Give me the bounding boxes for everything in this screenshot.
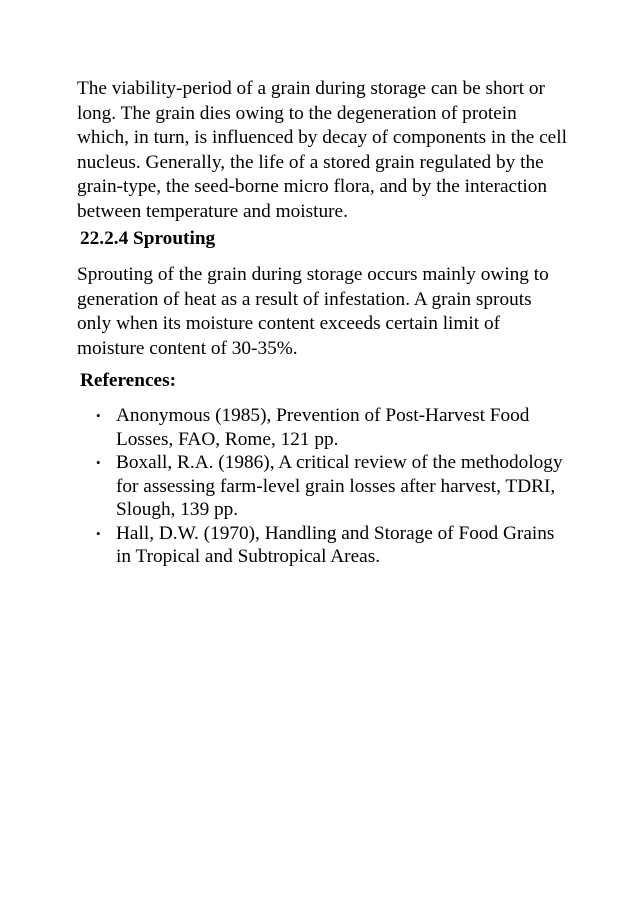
references-heading: References:	[80, 370, 176, 391]
reference-text: Boxall, R.A. (1986), A critical review of the methodology for assessing farm-level grain losses after harvest, TDRI, Slough, 139 pp.	[116, 452, 563, 520]
bullet-icon: •	[96, 408, 101, 423]
reference-text: Hall, D.W. (1970), Handling and Storage of Food Grains in Tropical and Subtropical Areas.	[116, 522, 555, 567]
bullet-icon: •	[96, 455, 101, 470]
references-list	[0, 404, 638, 569]
body-paragraph-viability: The viability-period of a grain during storage can be short or long. The grain dies owing to the degeneration of protein which, in turn, is influenced by decay of components in the cell nucleus. Generally, the life of a stored grain regulated by the grain-type, the seed-borne micro flora, and by the interaction between temperature and moisture.	[77, 78, 567, 222]
body-paragraph-sprouting: Sprouting of the grain during storage occurs mainly owing to generation of heat as a result of infestation. A grain sprouts only when its moisture content exceeds certain limit of moisture content of 30-35%.	[77, 264, 549, 359]
section-heading-sprouting: 22.2.4 Sprouting	[80, 228, 216, 249]
reference-item	[0, 451, 638, 522]
reference-item	[0, 522, 638, 569]
bullet-icon: •	[96, 525, 101, 541]
reference-text: Anonymous (1985), Prevention of Post-Harvest Food Losses, FAO, Rome, 121 pp.	[116, 405, 530, 450]
reference-item	[0, 404, 638, 451]
